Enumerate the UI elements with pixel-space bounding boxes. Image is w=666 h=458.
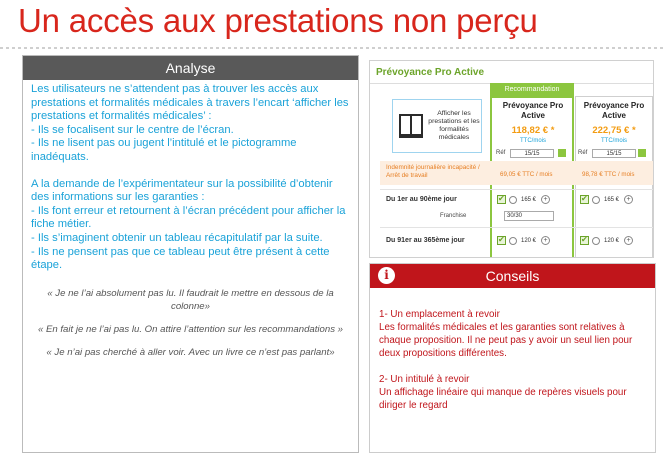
radio-option[interactable]	[592, 196, 600, 204]
plan-name: Prévoyance Pro Active	[583, 101, 645, 120]
plan-price: 222,75 € *	[592, 125, 636, 136]
advice-text: Les formalités médicales et les garanties sont relatives à chaque proposition. Il ne peut pas y avoir un seul lien pour deux propositions différentes.	[379, 322, 633, 359]
analyse-paragraph: Les utilisateurs ne s’attendent pas à trouver les accès aux prestations et formalités médicales à travers l’encart ‘afficher les prestations et formalités médicales’ :	[31, 83, 349, 123]
recommendation-tab: Recommandation	[490, 83, 574, 96]
ref-select[interactable]: 15/15	[510, 149, 554, 158]
advice-title: 2- Un intitulé à revoir	[379, 374, 470, 385]
ref-select-button[interactable]	[638, 149, 646, 157]
analyse-panel	[22, 55, 359, 453]
benefit-band-label: Indemnité journalière incapacité / Arrêt de travail	[386, 164, 480, 179]
user-quote: « En fait je ne l’ai pas lu. On attire l’attention sur les recommandations »	[37, 323, 344, 335]
analyse-header: Analyse	[23, 56, 358, 80]
ref-select[interactable]: 15/15	[592, 149, 636, 158]
plan-price-unit: TTC/mois	[601, 138, 627, 144]
conseils-header	[370, 264, 655, 288]
checkbox-checked[interactable]	[497, 236, 506, 245]
radio-option[interactable]	[509, 196, 517, 204]
cell-value: 120 €	[604, 238, 620, 244]
plan-name: Prévoyance Pro Active	[502, 101, 564, 120]
title-divider	[0, 47, 666, 49]
advice-text: Un affichage linéaire qui manque de repères visuels pour diriger le regard	[379, 387, 627, 411]
info-icon: i	[378, 267, 395, 284]
advice-title: 1- Un emplacement à revoir	[379, 309, 500, 320]
franchise-label: Franchise	[440, 213, 467, 219]
checkbox-checked[interactable]	[580, 236, 589, 245]
show-benefits-label: Afficher les prestations et les formalités médicales	[428, 110, 480, 141]
show-benefits-link[interactable]	[392, 99, 482, 153]
row-divider	[380, 189, 654, 190]
product-screenshot	[369, 60, 654, 258]
conseils-panel	[369, 263, 656, 453]
ref-label: Réf	[496, 150, 506, 156]
analyse-paragraph: A la demande de l’expérimentateur sur la possibilité d’obtenir des informations sur les garanties :	[31, 177, 333, 204]
analyse-paragraph: - Ils font erreur et retournent à l’écran précédent pour afficher la fiche métier.	[31, 204, 346, 231]
analyse-body	[23, 80, 358, 359]
cell-value: 165 €	[604, 197, 620, 203]
analyse-paragraph: - Ils s’imaginent obtenir un tableau récapitulatif par la suite.	[31, 231, 323, 244]
conseils-title: Conseils	[485, 268, 540, 284]
checkbox-checked[interactable]	[497, 195, 506, 204]
book-icon	[398, 110, 424, 142]
analyse-paragraph: - Ils ne pensent pas que ce tableau peut être présent à cette étape.	[31, 245, 330, 272]
add-icon[interactable]: +	[541, 195, 550, 204]
user-quote: « Je ne l’ai absolument pas lu. Il faudrait le mettre en dessous de la colonne»	[47, 287, 334, 312]
product-title: Prévoyance Pro Active	[376, 67, 485, 78]
radio-option[interactable]	[592, 237, 600, 245]
cell-value: 120 €	[521, 238, 537, 244]
benefit-band-value: 98,78 € TTC / mois	[582, 171, 635, 178]
plan-price: 118,82 € *	[511, 125, 555, 136]
benefit-band-value: 69,05 € TTC / mois	[500, 171, 553, 178]
row-label: Du 91er au 365ème jour	[386, 237, 465, 244]
ref-label: Réf	[578, 150, 588, 156]
add-icon[interactable]: +	[541, 236, 550, 245]
analyse-paragraph: - Ils se focalisent sur le centre de l’écran.	[31, 123, 234, 136]
add-icon[interactable]: +	[624, 236, 633, 245]
slide-title: Un accès aux prestations non perçu	[18, 2, 538, 39]
add-icon[interactable]: +	[624, 195, 633, 204]
checkbox-checked[interactable]	[580, 195, 589, 204]
row-label: Du 1er au 90ème jour	[386, 196, 457, 203]
cell-value: 165 €	[521, 197, 537, 203]
ref-select-button[interactable]	[558, 149, 566, 157]
radio-option[interactable]	[509, 237, 517, 245]
row-divider	[380, 227, 654, 228]
conseils-body	[370, 288, 655, 412]
user-quote: « Je n’ai pas cherché à aller voir. Avec un livre ce n’est pas parlant»	[46, 346, 335, 358]
user-quotes	[31, 287, 350, 359]
plan-price-unit: TTC/mois	[520, 138, 546, 144]
analyse-paragraph: - Ils ne lisent pas ou jugent l’intitulé et le pictogramme inadéquats.	[31, 137, 297, 163]
franchise-select[interactable]: 30/30	[504, 211, 554, 221]
